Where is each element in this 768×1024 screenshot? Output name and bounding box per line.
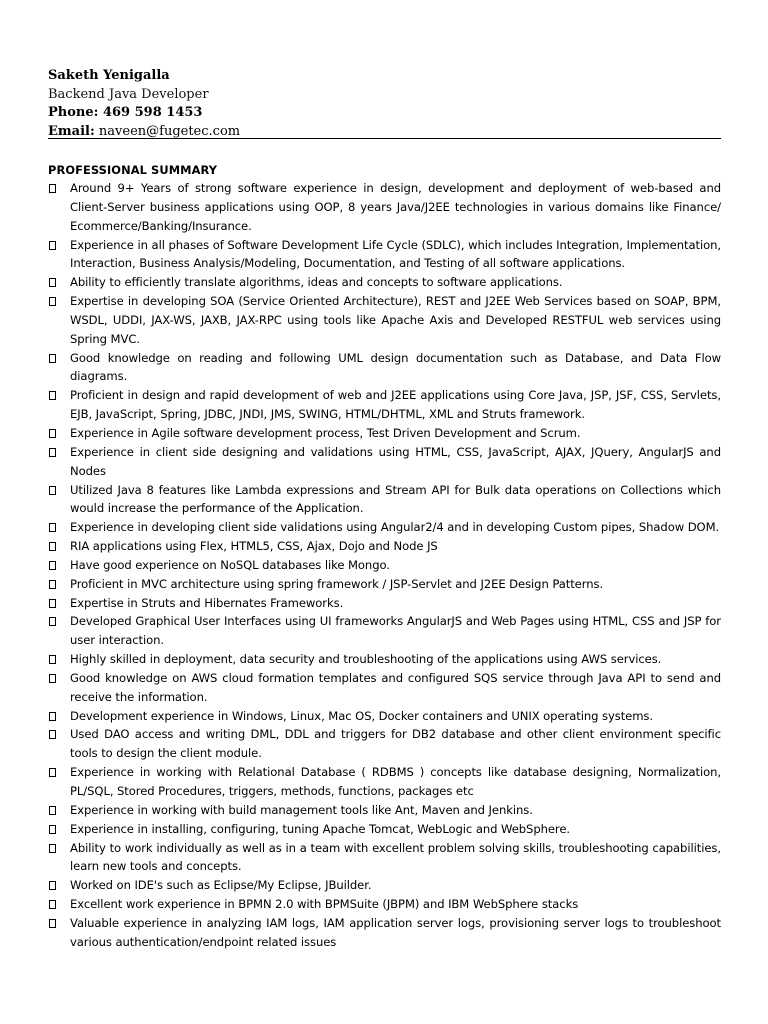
bullet-text: Highly skilled in deployment, data security and troubleshooting of the applications using AWS services.	[70, 652, 662, 667]
bullet-box-icon	[49, 806, 56, 815]
summary-bullet	[48, 349, 721, 387]
summary-bullet	[48, 575, 721, 594]
bullet-box-icon	[49, 429, 56, 438]
section-title: PROFESSIONAL SUMMARY	[48, 163, 218, 177]
summary-bullet	[48, 594, 721, 613]
summary-bullet	[48, 895, 721, 914]
resume-header	[48, 67, 720, 141]
bullet-box-icon	[49, 617, 56, 626]
bullet-text: Ability to efficiently translate algorithms, ideas and concepts to software applications.	[70, 275, 563, 290]
bullet-box-icon	[49, 523, 56, 532]
bullet-box-icon	[49, 655, 56, 664]
bullet-text: Proficient in design and rapid development of web and J2EE applications using Core Java, JSP, JSF, CSS, Servlets, EJB, JavaScript, Spring, JDBC, JNDI, JMS, SWING, HTML/DHTML, XML and Struts framework.	[70, 388, 721, 422]
bullet-box-icon	[49, 448, 56, 457]
header-divider	[48, 138, 721, 139]
bullet-text: Ability to work individually as well as in a team with excellent problem solving skills, troubleshooting capabilities, learn new tools and concepts.	[70, 840, 721, 874]
summary-bullet	[48, 292, 721, 349]
bullet-text: Used DAO access and writing DML, DDL and triggers for DB2 database and other client environment specific tools to design the client module.	[70, 727, 721, 761]
bullet-box-icon	[49, 241, 56, 250]
email-label: Email:	[48, 123, 95, 139]
bullet-box-icon	[49, 580, 56, 589]
summary-bullet	[48, 179, 721, 236]
summary-bullet	[48, 801, 721, 820]
bullet-text: Experience in client side designing and validations using HTML, CSS, JavaScript, AJAX, JQuery, AngularJS and Nodes	[70, 444, 721, 478]
bullet-text: Experience in developing client side validations using Angular2/4 and in developing Custom pipes, Shadow DOM.	[70, 520, 720, 535]
bullet-box-icon	[49, 278, 56, 287]
bullet-box-icon	[49, 391, 56, 400]
summary-bullet	[48, 763, 721, 801]
summary-bullet	[48, 876, 721, 895]
bullet-text: Development experience in Windows, Linux, Mac OS, Docker containers and UNIX operating systems.	[70, 708, 653, 723]
bullet-box-icon	[49, 354, 56, 363]
bullet-text: Excellent work experience in BPMN 2.0 with BPMSuite (JBPM) and IBM WebSphere stacks	[70, 897, 579, 912]
summary-bullet	[48, 556, 721, 575]
summary-bullet	[48, 914, 721, 952]
bullet-text: Expertise in developing SOA (Service Oriented Architecture), REST and J2EE Web Services based on SOAP, BPM, WSDL, UDDI, JAX-WS, JAXB, JAX-RPC using tools like Apache Axis and Developed RESTFUL web services using Spring MVC.	[70, 294, 721, 346]
bullet-text: Good knowledge on AWS cloud formation templates and configured SQS service through Java API to send and receive the information.	[70, 670, 721, 704]
bullet-box-icon	[49, 844, 56, 853]
bullet-text: Around 9+ Years of strong software experience in design, development and deployment of web-based and Client-Server business applications using OOP, 8 years Java/J2EE technologies in various domains like Finance/ Ecommerce/Banking/Insurance.	[70, 181, 721, 233]
bullet-box-icon	[49, 542, 56, 551]
summary-bullet	[48, 669, 721, 707]
bullet-box-icon	[49, 486, 56, 495]
summary-bullet	[48, 236, 721, 274]
summary-bullet	[48, 707, 721, 726]
phone-label: Phone:	[48, 105, 99, 120]
summary-bullet	[48, 820, 721, 839]
bullet-box-icon	[49, 561, 56, 570]
summary-bullet-list	[48, 179, 721, 952]
candidate-name: Saketh Yenigalla	[48, 68, 170, 83]
summary-bullet	[48, 424, 721, 443]
bullet-text: Experience in working with Relational Database ( RDBMS ) concepts like database designing, Normalization, PL/SQL, Stored Procedures, triggers, methods, functions, packages etc	[70, 765, 721, 798]
bullet-text: Utilized Java 8 features like Lambda expressions and Stream API for Bulk data operations on Collections which would increase the performance of the Application.	[70, 482, 721, 516]
summary-bullet	[48, 443, 721, 481]
professional-summary-section	[48, 162, 721, 952]
bullet-text: Valuable experience in analyzing IAM logs, IAM application server logs, provisioning server logs to troubleshoot various authentication/endpoint related issues	[70, 915, 721, 949]
candidate-role: Backend Java Developer	[48, 86, 209, 102]
bullet-box-icon	[49, 919, 56, 928]
phone-number: 469 598 1453	[102, 105, 203, 120]
bullet-text: Developed Graphical User Interfaces using UI frameworks AngularJS and Web Pages using HTML, CSS and JSP for user interaction.	[70, 614, 721, 648]
bullet-box-icon	[49, 599, 56, 608]
bullet-box-icon	[49, 712, 56, 721]
summary-bullet	[48, 650, 721, 669]
bullet-box-icon	[49, 825, 56, 834]
bullet-box-icon	[49, 730, 56, 739]
bullet-box-icon	[49, 297, 56, 306]
summary-bullet	[48, 537, 721, 556]
bullet-box-icon	[49, 881, 56, 890]
bullet-text: Proficient in MVC architecture using spring framework / JSP-Servlet and J2EE Design Patterns.	[70, 576, 604, 591]
summary-bullet	[48, 273, 721, 292]
bullet-box-icon	[49, 768, 56, 777]
bullet-box-icon	[49, 674, 56, 683]
bullet-text: Experience in installing, configuring, tuning Apache Tomcat, WebLogic and WebSphere.	[70, 821, 571, 836]
bullet-text: Experience in working with build management tools like Ant, Maven and Jenkins.	[70, 802, 533, 817]
summary-bullet	[48, 839, 721, 877]
summary-bullet	[48, 612, 721, 650]
bullet-text: Have good experience on NoSQL databases like Mongo.	[70, 557, 390, 572]
bullet-box-icon	[49, 900, 56, 909]
bullet-box-icon	[49, 184, 56, 193]
summary-bullet	[48, 725, 721, 763]
bullet-text: Experience in Agile software development process, Test Driven Development and Scrum.	[70, 425, 581, 440]
summary-bullet	[48, 386, 721, 424]
summary-bullet	[48, 518, 721, 537]
bullet-text: Experience in all phases of Software Development Life Cycle (SDLC), which includes Integration, Implementation, Interaction, Business Analysis/Modeling, Documentation, and Testing of all software applications.	[70, 237, 721, 271]
phone-line	[48, 104, 720, 123]
summary-bullet	[48, 481, 721, 519]
bullet-text: Worked on IDE's such as Eclipse/My Eclipse, JBuilder.	[70, 878, 372, 893]
bullet-text: Good knowledge on reading and following UML design documentation such as Database, and Data Flow diagrams.	[70, 350, 721, 384]
email-address: naveen@fugetec.com	[98, 123, 241, 139]
bullet-text: RIA applications using Flex, HTML5, CSS, Ajax, Dojo and Node JS	[70, 539, 438, 554]
bullet-text: Expertise in Struts and Hibernates Frameworks.	[70, 595, 344, 610]
